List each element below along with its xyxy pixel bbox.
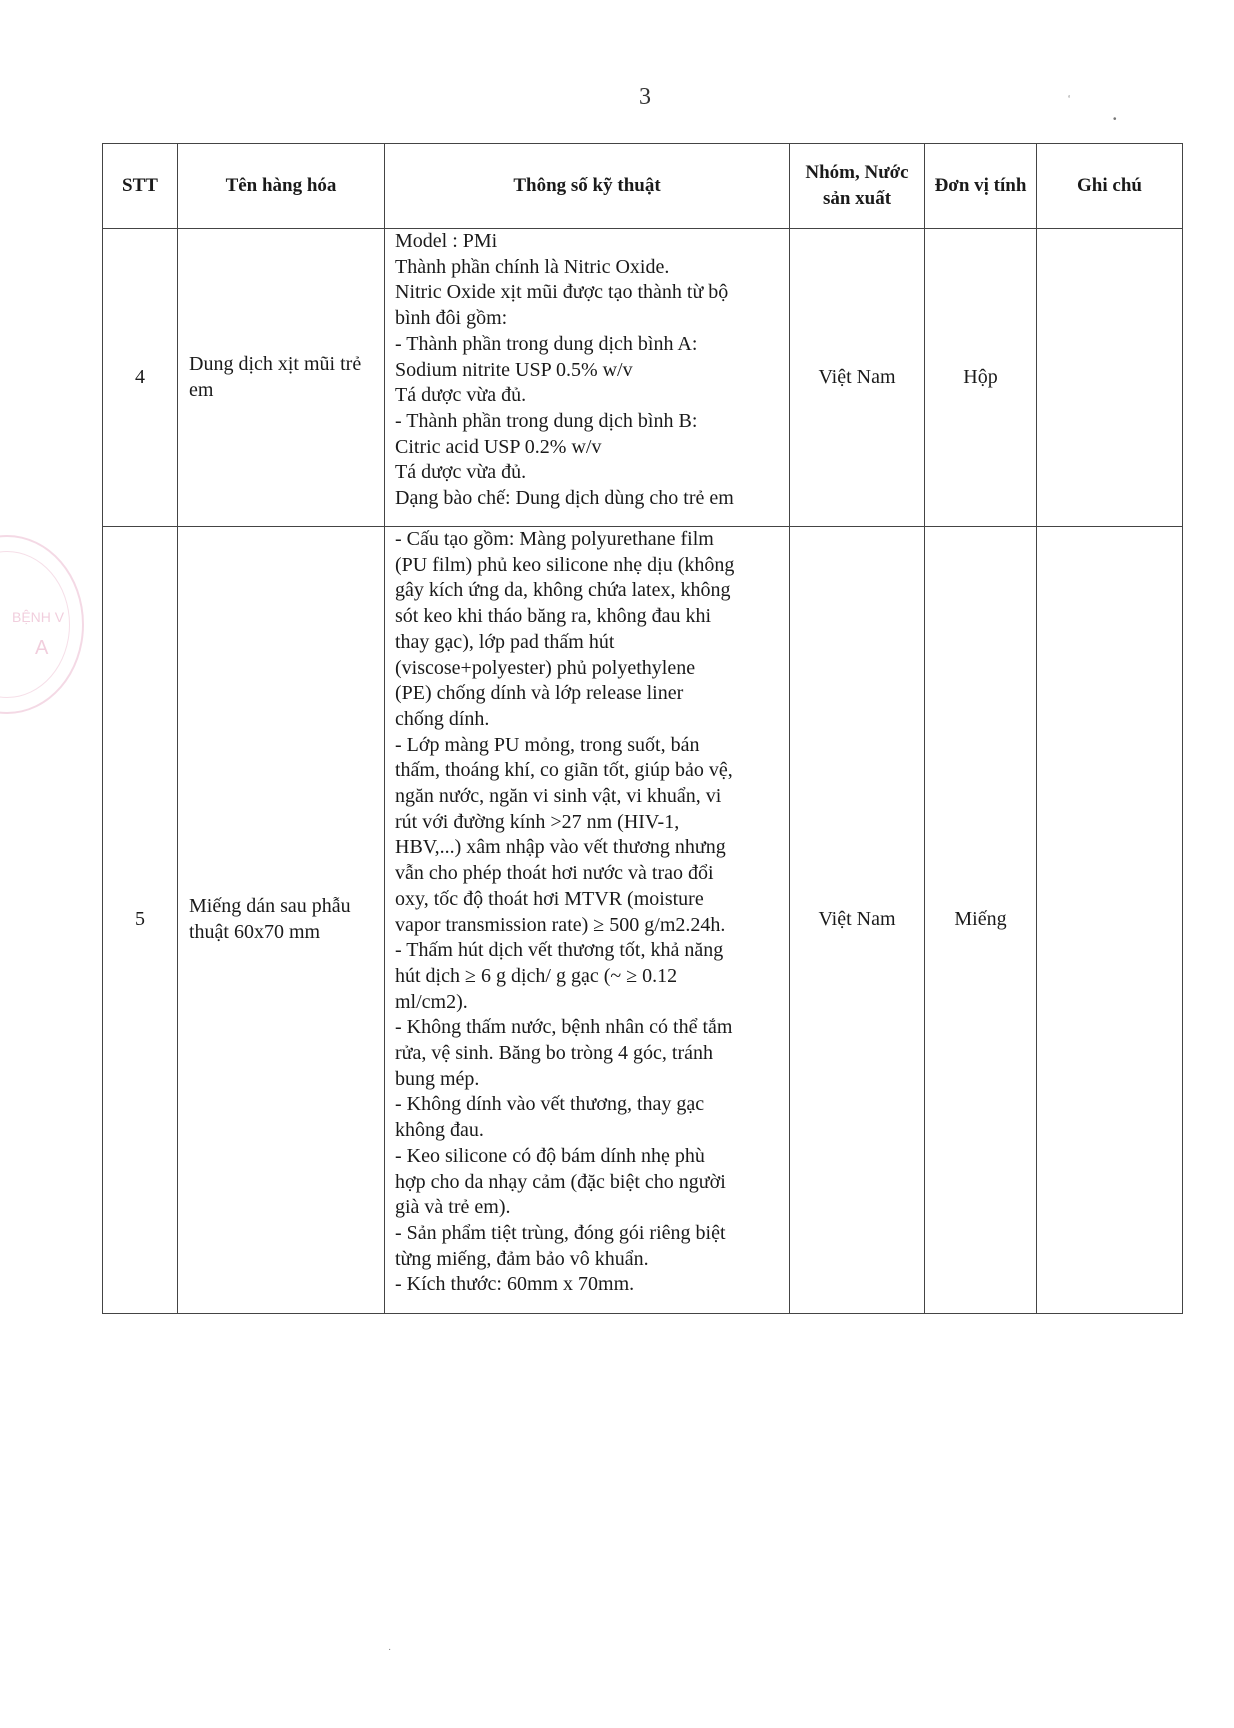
spec-line: chống dính. — [395, 707, 490, 730]
spec-line: - Sản phẩm tiệt trùng, đóng gói riêng biệt — [395, 1221, 726, 1244]
spec-line: oxy, tốc độ thoát hơi MTVR (moisture — [395, 887, 704, 910]
scan-speck-mark: ‘ — [1068, 94, 1071, 105]
spec-line: HBV,...) xâm nhập vào vết thương nhưng — [395, 836, 726, 859]
spec-line: không đau. — [395, 1119, 484, 1142]
spec-line: bung mép. — [395, 1067, 480, 1090]
spec-line: từng miếng, đảm bảo vô khuẩn. — [395, 1247, 649, 1270]
header-note: Ghi chú — [1037, 144, 1183, 229]
spec-line: (PU film) phủ keo silicone nhẹ dịu (không — [395, 553, 735, 576]
cell-stt: 4 — [103, 229, 178, 527]
spec-line: - Thấm hút dịch vết thương tốt, khả năng — [395, 939, 724, 962]
spec-line: vapor transmission rate) ≥ 500 g/m2.24h. — [395, 913, 726, 936]
spec-line: già và trẻ em). — [395, 1196, 511, 1219]
spec-line: - Keo silicone có độ bám dính nhẹ phù — [395, 1144, 705, 1167]
scan-speck-mark: • — [1113, 114, 1117, 125]
spec-line: - Không thấm nước, bệnh nhân có thể tắm — [395, 1016, 733, 1039]
cell-stt: 5 — [103, 527, 178, 1314]
header-spec: Thông số kỹ thuật — [385, 144, 790, 229]
page-number: 3 — [639, 84, 651, 110]
spec-table — [102, 143, 1183, 1314]
cell-origin: Việt Nam — [790, 527, 925, 1314]
header-unit: Đơn vị tính — [925, 144, 1037, 229]
cell-unit: Miếng — [925, 527, 1037, 1314]
spec-line: Thành phần chính là Nitric Oxide. — [395, 255, 670, 278]
spec-line: Sodium nitrite USP 0.5% w/v — [395, 358, 633, 381]
spec-line: ngăn nước, ngăn vi sinh vật, vi khuẩn, vi — [395, 785, 722, 808]
spec-line: rút với đường kính >27 nm (HIV-1, — [395, 810, 680, 833]
header-origin: Nhóm, Nước sản xuất — [790, 144, 925, 229]
cell-spec — [385, 527, 790, 1314]
table-row — [103, 229, 1183, 527]
spec-line: - Thành phần trong dung dịch bình A: — [395, 332, 698, 355]
spec-line: - Thành phần trong dung dịch bình B: — [395, 409, 698, 432]
cell-note — [1037, 527, 1183, 1314]
cell-unit: Hộp — [925, 229, 1037, 527]
cell-origin: Việt Nam — [790, 229, 925, 527]
spec-line: vẫn cho phép thoát hơi nước và trao đổi — [395, 862, 714, 885]
seal-text: BỆNH V — [12, 609, 65, 625]
spec-line: Model : PMi — [395, 230, 498, 252]
cell-name: Miếng dán sau phẫu thuật 60x70 mm — [178, 527, 385, 1314]
spec-line: Nitric Oxide xịt mũi được tạo thành từ bộ — [395, 281, 729, 304]
seal-letter: A — [35, 637, 49, 659]
spec-line: (viscose+polyester) phủ polyethylene — [395, 656, 696, 679]
spec-line: rửa, vệ sinh. Băng bo tròng 4 góc, tránh — [395, 1042, 713, 1065]
spec-line: thay gạc), lớp pad thấm hút — [395, 630, 615, 653]
spec-line: Tá dược vừa đủ. — [395, 384, 527, 407]
spec-line: Dạng bào chế: Dung dịch dùng cho trẻ em — [395, 487, 734, 510]
spec-line: bình đôi gồm: — [395, 307, 508, 330]
spec-line: ml/cm2). — [395, 990, 468, 1013]
spec-line: (PE) chống dính và lớp release liner — [395, 682, 684, 705]
faded-seal-stamp — [0, 535, 84, 714]
spec-line: - Kích thước: 60mm x 70mm. — [395, 1273, 635, 1296]
spec-line: Citric acid USP 0.2% w/v — [395, 435, 602, 458]
cell-spec — [385, 229, 790, 527]
spec-line: - Không dính vào vết thương, thay gạc — [395, 1093, 705, 1116]
table-row — [103, 527, 1183, 1314]
scan-speck-mark: · — [388, 1644, 392, 1655]
header-stt: STT — [103, 144, 178, 229]
spec-line: gây kích ứng da, không chứa latex, không — [395, 579, 731, 602]
spec-line: hút dịch ≥ 6 g dịch/ g gạc (~ ≥ 0.12 — [395, 964, 678, 987]
table-header-row — [103, 144, 1183, 229]
cell-note — [1037, 229, 1183, 527]
spec-line: thấm, thoáng khí, co giãn tốt, giúp bảo vệ, — [395, 759, 733, 782]
spec-line: - Lớp màng PU mỏng, trong suốt, bán — [395, 733, 700, 756]
spec-line: sót keo khi tháo băng ra, không đau khi — [395, 605, 712, 628]
cell-name: Dung dịch xịt mũi trẻ em — [178, 229, 385, 527]
spec-line: hợp cho da nhạy cảm (đặc biệt cho người — [395, 1170, 726, 1193]
spec-line: - Cấu tạo gồm: Màng polyurethane film — [395, 528, 714, 550]
spec-line: Tá dược vừa đủ. — [395, 461, 527, 484]
header-name: Tên hàng hóa — [178, 144, 385, 229]
